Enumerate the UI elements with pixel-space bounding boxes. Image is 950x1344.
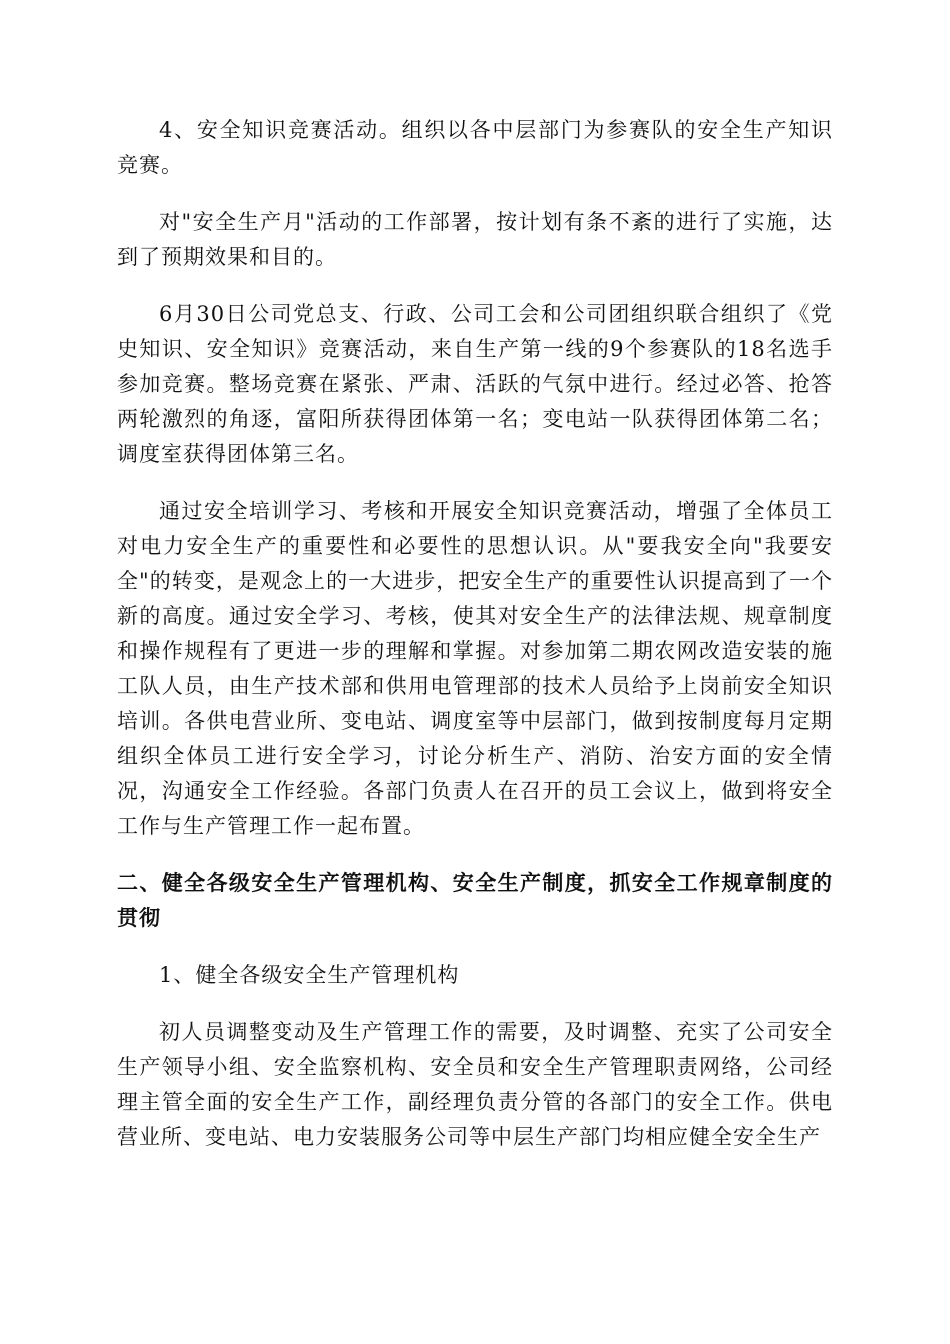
paragraph-training-summary: 通过安全培训学习、考核和开展安全知识竞赛活动，增强了全体员工对电力安全生产的重要性和必要性的思想认识。从"要我安全向"我要安全"的转变，是观念上的一大进步，把安全生产的重要性认识提高到了一个新的高度。通过安全学习、考核，使其对安全生产的法律法规、规章制度和操作规程有了更进一步的理解和掌握。对参加第二期农网改造安装的施工队人员，由生产技术部和供用电管理部的技术人员给予上岗前安全知识培训。各供电营业所、变电站、调度室等中层部门，做到按制度每月定期组织全体员工进行安全学习，讨论分析生产、消防、治安方面的安全情况，沟通安全工作经验。各部门负责人在召开的员工会议上，做到将安全工作与生产管理工作一起布置。 [117, 499, 833, 838]
document-page [117, 113, 833, 1177]
paragraph-quiz-activity: 4、安全知识竞赛活动。组织以各中层部门为参赛队的安全生产知识竞赛。 [117, 118, 833, 177]
paragraph-safety-month: 对"安全生产月"活动的工作部署，按计划有条不紊的进行了实施，达到了预期效果和目的。 [117, 210, 833, 269]
paragraph-competition-results: 6月30日公司党总支、行政、公司工会和公司团组织联合组织了《党史知识、安全知识》竞赛活动，来自生产第一线的9个参赛队的18名选手参加竞赛。整场竞赛在紧张、严肃、活跃的气氛中进行。经过必答、抢答两轮激烈的角逐，富阳所获得团体第一名；变电站一队获得团体第二名；调度室获得团体第三名。 [117, 302, 833, 466]
subsection-heading: 1、健全各级安全生产管理机构 [159, 963, 460, 987]
paragraph-management-structure: 初人员调整变动及生产管理工作的需要，及时调整、充实了公司安全生产领导小组、安全监察机构、安全员和安全生产管理职责网络，公司经理主管全面的安全生产工作，副经理负责分管的各部门的安全工作。供电营业所、变电站、电力安装服务公司等中层生产部门均相应健全安全生产 [117, 1020, 833, 1149]
section-heading: 二、健全各级安全生产管理机构、安全生产制度，抓安全工作规章制度的贯彻 [117, 871, 833, 930]
